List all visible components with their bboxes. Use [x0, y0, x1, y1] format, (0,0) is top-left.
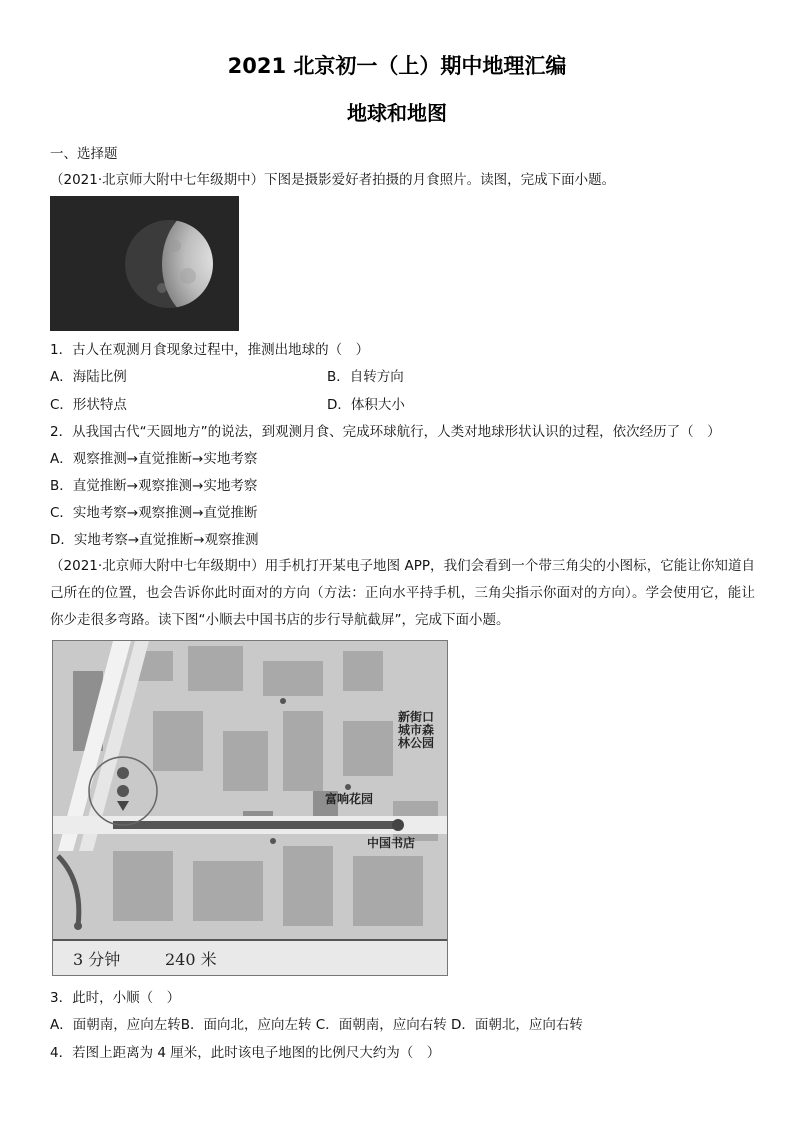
q1-option-b: B．自转方向	[327, 369, 404, 385]
page-title: 2021 北京初一（上）期中地理汇编	[227, 54, 567, 78]
route-time: 3 分钟	[73, 950, 121, 969]
map-footer-bar	[53, 939, 447, 975]
q1-stem: 1．古人在观测月食现象过程中，推测出地球的（ ）	[50, 342, 370, 358]
lunar-eclipse-photo	[50, 196, 239, 331]
q1-option-a: A．海陆比例	[50, 369, 127, 385]
q3-stem: 3．此时，小顺（ ）	[50, 990, 181, 1006]
q1-option-d: D．体积大小	[327, 397, 405, 413]
page-subtitle: 地球和地图	[347, 101, 447, 125]
group1-intro: （2021·北京师大附中七年级期中）下图是摄影爱好者拍摄的月食照片。读图，完成下面小题。	[50, 172, 616, 188]
map-label-garden: 富响花园	[325, 792, 374, 806]
q2-option-c: C．实地考察→观察推测→直觉推断	[50, 505, 258, 521]
q2-option-a: A．观察推测→直觉推断→实地考察	[50, 451, 258, 467]
section-heading: 一、选择题	[50, 146, 118, 162]
q2-option-b: B．直觉推断→观察推测→实地考察	[50, 478, 258, 494]
map-label-park: 新街口 城市森 林公园	[398, 710, 435, 750]
q2-option-d: D．实地考察→直觉推断→观察推测	[50, 532, 259, 548]
q2-stem: 2．从我国古代“天圆地方”的说法，到观测月食、完成环球航行，人类对地球形状认识的过程，依次经历了（ ）	[50, 424, 721, 440]
map-label-bookstore: 中国书店	[367, 836, 416, 850]
group2-intro: （2021·北京师大附中七年级期中）用手机打开某电子地图 APP，我们会看到一个带三角尖的小图标，它能让你知道自己所在的位置，也会告诉你此时面对的方向（方法：正向水平持手机，三角尖指示你面对的方向）。学会使用它，能让你少走很多弯路。读下图“小顺去中国书店的步行导航截屏”，完成下面小题。	[50, 558, 755, 628]
q1-option-c: C．形状特点	[50, 397, 127, 413]
route-distance: 240 米	[165, 950, 217, 969]
q3-options: A．面朝南，应向左转B．面向北，应向左转 C．面朝南，应向右转 D．面朝北，应向右转	[50, 1017, 583, 1033]
q4-stem: 4．若图上距离为 4 厘米，此时该电子地图的比例尺大约为（ ）	[50, 1045, 441, 1061]
navigation-map-screenshot	[52, 640, 448, 976]
